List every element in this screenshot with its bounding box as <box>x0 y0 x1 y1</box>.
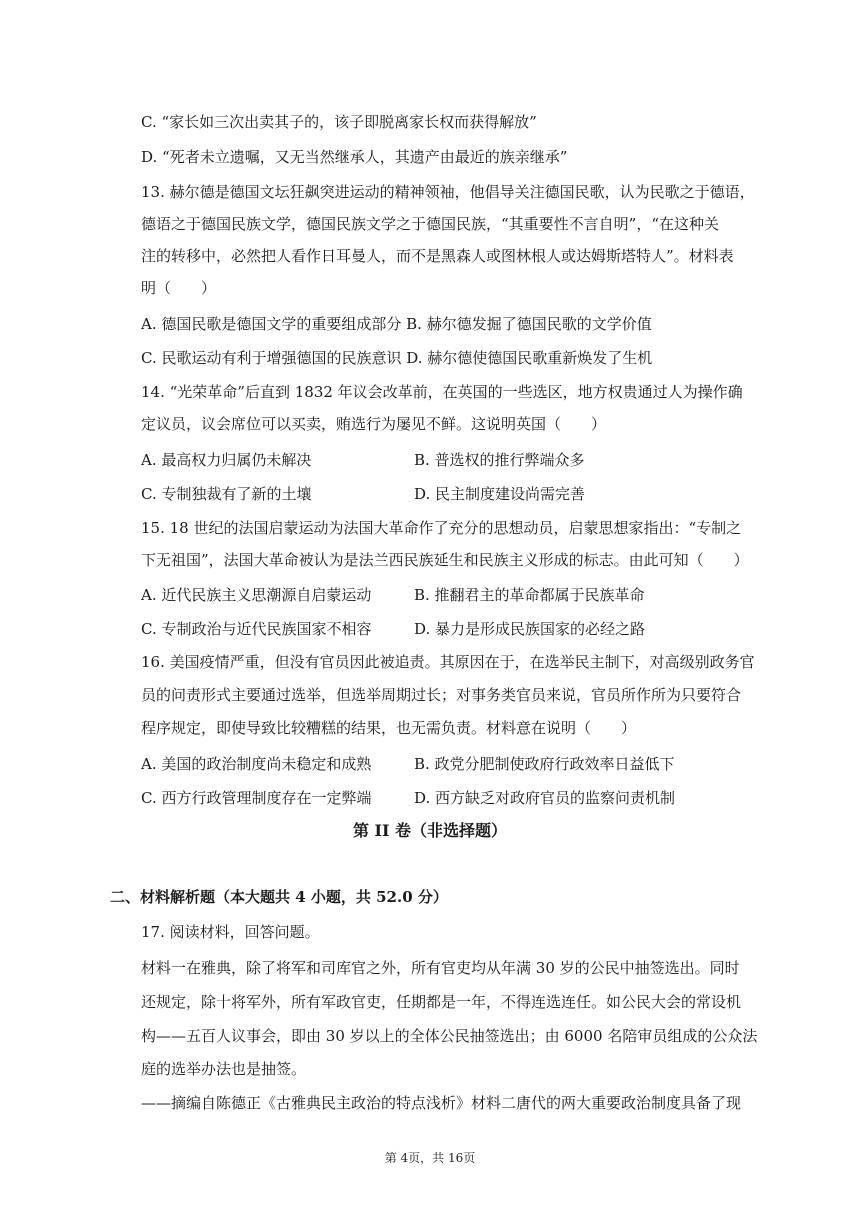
q12-option-d: D. “死者未立遗嘱，又无当然继承人，其遗产由最近的族亲继承” <box>141 148 568 166</box>
q14-stem-line-2: 定议员，议会席位可以买卖，贿选行为屡见不鲜。这说明英国（ ） <box>141 415 607 433</box>
q15-option-d: D. 暴力是形成民族国家的必经之路 <box>414 620 646 638</box>
q17-material-line-1: 材料一在雅典，除了将军和司库官之外，所有官吏均从年满 30 岁的公民中抽签选出。同时 <box>141 959 740 977</box>
q17-material-line-4: 庭的选举办法也是抽签。 <box>141 1060 307 1078</box>
q13-stem-line-2: 德语之于德国民族文学，德国民族文学之于德国民族，“其重要性不言自明”，“在这种关 <box>141 215 720 233</box>
q17-stem: 17. 阅读材料，回答问题。 <box>141 923 320 941</box>
q15-option-a: A. 近代民族主义思潮源自启蒙运动 <box>141 586 372 604</box>
q16-stem-line-1: 16. 美国疫情严重，但没有官员因此被追责。其原因在于，在选举民主制下，对高级别政务官 <box>141 653 755 671</box>
q15-option-c: C. 专制政治与近代民族国家不相容 <box>141 620 372 638</box>
q14-option-b: B. 普选权的推行弊端众多 <box>414 451 585 469</box>
q12-option-c: C. “家长如三次出卖其子的，该子即脱离家长权而获得解放” <box>141 113 537 131</box>
q17-material-line-3: 构——五百人议事会，即由 30 岁以上的全体公民抽签选出；由 6000 名陪审员组成的公众法 <box>141 1027 758 1045</box>
q14-option-d: D. 民主制度建设尚需完善 <box>414 485 586 503</box>
q13-stem-line-1: 13. 赫尔德是德国文坛狂飙突进运动的精神领袖，他倡导关注德国民歌，认为民歌之于德语， <box>141 183 755 201</box>
q15-stem-line-1: 15. 18 世纪的法国启蒙运动为法国大革命作了充分的思想动员，启蒙思想家指出：“专制之 <box>141 519 742 537</box>
q16-option-a: A. 美国的政治制度尚未稳定和成熟 <box>141 755 372 773</box>
q13-stem-line-4: 明（ ） <box>141 279 217 297</box>
q13-options-cd: C. 民歌运动有利于增强德国的民族意识 D. 赫尔德使德国民歌重新焕发了生机 <box>141 349 653 367</box>
q16-option-b: B. 政党分肥制使政府行政效率日益低下 <box>414 755 675 773</box>
q13-stem-line-3: 注的转移中，必然把人看作日耳曼人，而不是黑森人或图林根人或达姆斯塔特人”。材料表 <box>141 247 734 265</box>
q14-stem-line-1: 14. “光荣革命”后直到 1832 年议会改革前，在英国的一些选区，地方权贵通过人为操作确 <box>141 383 743 401</box>
q17-material-line-5: ——摘编自陈德正《古雅典民主政治的特点浅析》材料二唐代的两大重要政治制度具备了现 <box>141 1094 742 1112</box>
q16-option-d: D. 西方缺乏对政府官员的监察问责机制 <box>414 789 676 807</box>
q15-option-b: B. 推翻君主的革命都属于民族革命 <box>414 586 645 604</box>
q14-option-c: C. 专制独裁有了新的土壤 <box>141 485 312 503</box>
q16-option-c: C. 西方行政管理制度存在一定弊端 <box>141 789 372 807</box>
page-footer: 第 4页，共 16页 <box>384 1151 476 1165</box>
q13-options-ab: A. 德国民歌是德国文学的重要组成部分 B. 赫尔德发掘了德国民歌的文学价值 <box>141 315 652 333</box>
q14-option-a: A. 最高权力归属仍未解决 <box>141 451 312 469</box>
q17-material-line-2: 还规定，除十将军外，所有军政官吏，任期都是一年，不得连选连任。如公民大会的常设机 <box>141 993 742 1011</box>
q15-stem-line-2: 下无祖国”，法国大革命被认为是法兰西民族延生和民族主义形成的标志。由此可知（ ） <box>141 551 749 569</box>
q16-stem-line-2: 员的问责形式主要通过选举，但选举周期过长；对事务类官员来说，官员所作所为只要符合 <box>141 686 742 704</box>
section-2-heading: 二、材料解析题（本大题共 4 小题，共 52.0 分） <box>110 888 448 906</box>
part-2-title: 第 II 卷（非选择题） <box>352 821 508 840</box>
q16-stem-line-3: 程序规定，即使导致比较糟糕的结果，也无需负责。材料意在说明（ ） <box>141 719 637 737</box>
